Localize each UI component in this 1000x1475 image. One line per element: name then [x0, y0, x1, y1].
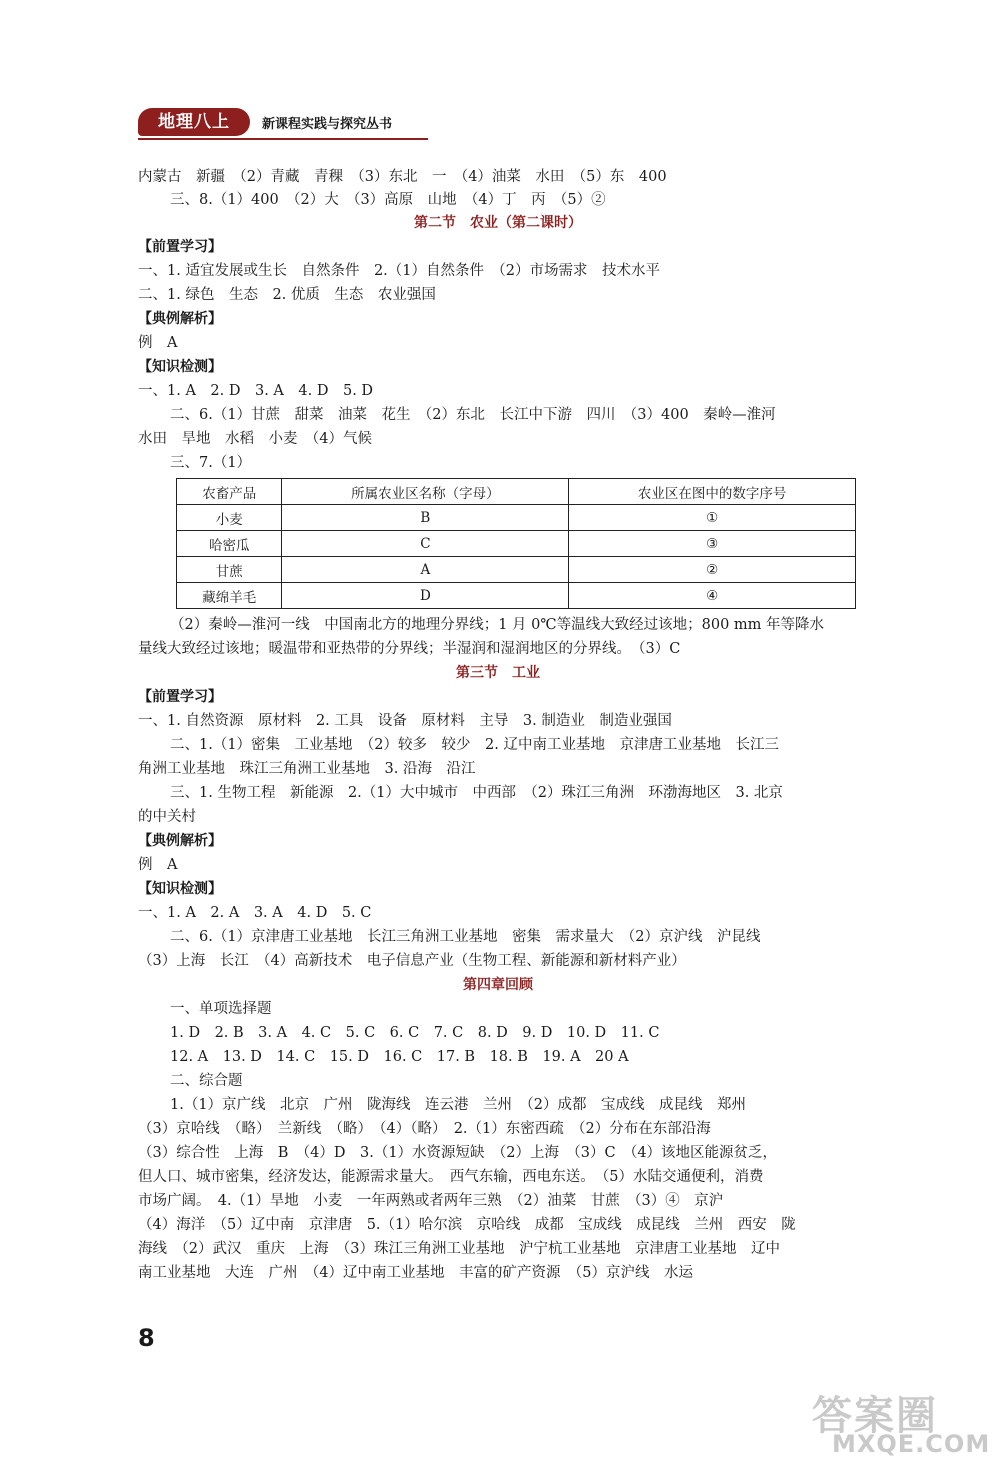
- answer-line: 1.（1）京广线 北京 广州 陇海线 连云港 兰州 （2）成都 宝成线 成昆线 郑州: [170, 1097, 747, 1113]
- answer-line: 二、6.（1）京津唐工业基地 长江三角洲工业基地 密集 需求量大 （2）京沪线 沪昆线: [170, 929, 761, 945]
- answer-line: 三、1. 生物工程 新能源 2.（1）大中城市 中西部 （2）珠江三角洲 环渤海地区 3. 北京: [170, 785, 783, 801]
- subsection-label: 【知识检测】: [138, 359, 222, 375]
- answer-line: （3）综合性 上海 B （4）D 3.（1）水资源短缺 （2）上海 （3）C （4）该地区能源贫乏，: [138, 1145, 778, 1161]
- series-title: 新课程实践与探究丛书: [262, 117, 393, 132]
- answer-line: 12. A 13. D 14. C 15. D 16. C 17. B 18. B 19. A 20 A: [170, 1049, 629, 1065]
- answer-line: 例 A: [138, 335, 178, 351]
- running-header: [138, 108, 438, 138]
- answer-line: 一、1. A 2. A 3. A 4. D 5. C: [138, 905, 372, 921]
- table-row: [177, 505, 856, 531]
- table-row: [177, 557, 856, 583]
- answer-line: 的中关村: [138, 809, 196, 825]
- table-row: [177, 583, 856, 609]
- answer-line: 二、1.（1）密集 工业基地 （2）较多 较少 2. 辽中南工业基地 京津唐工业基地 长江三: [170, 737, 779, 753]
- subject-badge: 地理八上: [138, 108, 250, 136]
- table-cell: 甘蔗: [177, 557, 282, 583]
- answer-line: 1. D 2. B 3. A 4. C 5. C 6. C 7. C 8. D 9. D 10. D 11. C: [170, 1025, 660, 1041]
- table-cell: C: [282, 531, 569, 557]
- table-header-cell: 农畜产品: [177, 479, 282, 505]
- answer-line: 但人口、城市密集，经济发达，能源需求量大。 西气东输，西电东送。 （5）水陆交通便利，消费: [138, 1169, 764, 1185]
- answer-line: （2）秦岭—淮河一线 中国南北方的地理分界线；1 月 0℃等温线大致经过该地；800 mm 年等降水: [170, 617, 825, 633]
- answer-line: 海线 （2）武汉 重庆 上海 （3）珠江三角洲工业基地 沪宁杭工业基地 京津唐工业基地 辽中: [138, 1241, 780, 1257]
- table-header-cell: 农业区在图中的数字序号: [569, 479, 856, 505]
- section-heading: 第三节 工业: [456, 665, 540, 681]
- table-cell: ④: [569, 583, 856, 609]
- answer-line: 一、1. 适宜发展或生长 自然条件 2.（1）自然条件 （2）市场需求 技术水平: [138, 263, 660, 279]
- watermark-url: MXQE.COM: [832, 1430, 991, 1458]
- answer-line: 二、1. 绿色 生态 2. 优质 生态 农业强国: [138, 287, 436, 303]
- table-cell: ②: [569, 557, 856, 583]
- table-cell: D: [282, 583, 569, 609]
- header-rule: [138, 138, 428, 140]
- answer-line: 二、综合题: [170, 1073, 243, 1089]
- table-header-row: [177, 479, 856, 505]
- answer-line: 一、单项选择题: [170, 1001, 272, 1017]
- answer-line: （3）上海 长江 （4）高新技术 电子信息产业（生物工程、新能源和新材料产业）: [138, 953, 686, 969]
- answer-table: [176, 478, 856, 609]
- table-cell: ①: [569, 505, 856, 531]
- answer-line: 内蒙古 新疆 （2）青藏 青稞 （3）东北 一 （4）油菜 水田 （5）东 400: [138, 169, 667, 185]
- answer-line: 二、6.（1）甘蔗 甜菜 油菜 花生 （2）东北 长江中下游 四川 （3）400 秦岭—淮河: [170, 407, 776, 423]
- chapter-heading: 第四章回顾: [463, 977, 533, 993]
- answer-line: 三、8.（1）400 （2）大 （3）高原 山地 （4）丁 丙 （5）②: [170, 192, 606, 208]
- table-cell: ③: [569, 531, 856, 557]
- subsection-label: 【前置学习】: [138, 239, 222, 255]
- answer-line: （3）京哈线 （略） 兰新线 （略） （4）（略） 2.（1）东密西疏 （2）分布在东部沿海: [138, 1121, 711, 1137]
- answer-line: 水田 旱地 水稻 小麦 （4）气候: [138, 431, 372, 447]
- section-heading: 第二节 农业（第二课时）: [414, 215, 582, 231]
- answer-line: 市场广阔。 4.（1）旱地 小麦 一年两熟或者两年三熟 （2）油菜 甘蔗 （3）④ 京沪: [138, 1193, 724, 1209]
- table-cell: 哈密瓜: [177, 531, 282, 557]
- answer-line: （4）海洋 （5）辽中南 京津唐 5.（1）哈尔滨 京哈线 成都 宝成线 成昆线 兰州 西安 陇: [138, 1217, 796, 1233]
- answer-line: 角洲工业基地 珠江三角洲工业基地 3. 沿海 沿江: [138, 761, 476, 777]
- answer-line: 量线大致经过该地；暖温带和亚热带的分界线；半湿润和湿润地区的分界线。 （3）C: [138, 641, 681, 657]
- subsection-label: 【前置学习】: [138, 689, 222, 705]
- table-cell: B: [282, 505, 569, 531]
- table-row: [177, 531, 856, 557]
- table-cell: 藏绵羊毛: [177, 583, 282, 609]
- subsection-label: 【典例解析】: [138, 311, 222, 327]
- subsection-label: 【知识检测】: [138, 881, 222, 897]
- answer-line: 例 A: [138, 857, 178, 873]
- watermark-text: 答案圈: [812, 1393, 938, 1439]
- table-cell: 小麦: [177, 505, 282, 531]
- answer-line: 南工业基地 大连 广州 （4）辽中南工业基地 丰富的矿产资源 （5）京沪线 水运: [138, 1265, 693, 1281]
- watermark: [812, 1384, 992, 1464]
- answer-line: 一、1. 自然资源 原材料 2. 工具 设备 原材料 主导 3. 制造业 制造业强国: [138, 713, 672, 729]
- table-header-cell: 所属农业区名称（字母）: [282, 479, 569, 505]
- answer-line: 三、7.（1）: [170, 455, 252, 471]
- subsection-label: 【典例解析】: [138, 833, 222, 849]
- answer-line: 一、1. A 2. D 3. A 4. D 5. D: [138, 383, 374, 399]
- table-cell: A: [282, 557, 569, 583]
- page-number: 8: [138, 1324, 155, 1352]
